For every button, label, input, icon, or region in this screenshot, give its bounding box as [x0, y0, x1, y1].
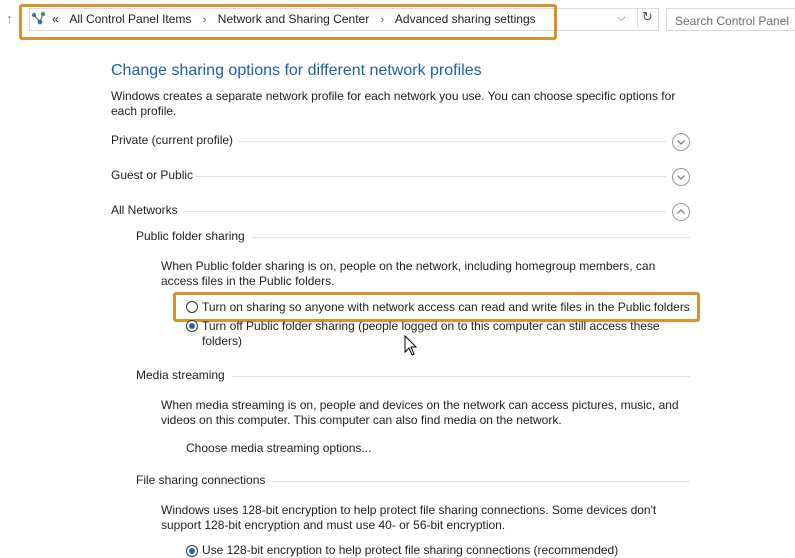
public-folder-heading: Public folder sharing: [136, 229, 245, 243]
divider: [252, 237, 690, 238]
chevron-down-icon[interactable]: ⌵: [617, 12, 626, 24]
file-sharing-desc: Windows uses 128-bit encryption to help protect file sharing connections. Some devices don't support 128-bit encryption and must use 40- or 56-bit encryption.: [161, 503, 657, 532]
chevron-up-icon: [673, 204, 689, 220]
encryption-128-label[interactable]: Use 128-bit encryption to help protect file sharing connections (recommended): [202, 543, 619, 557]
divider: [232, 376, 690, 377]
chevron-right-icon: ›: [380, 14, 385, 26]
chevron-right-icon: ›: [202, 14, 207, 26]
chevron-down-icon: [673, 169, 689, 185]
profile-private-label[interactable]: Private (current profile): [111, 133, 234, 147]
expand-private-button[interactable]: [672, 133, 690, 151]
divider: [271, 481, 690, 482]
file-sharing-heading: File sharing connections: [136, 473, 266, 487]
divider: [185, 211, 666, 212]
breadcrumb-all-control-panel-items[interactable]: All Control Panel Items: [69, 12, 192, 26]
breadcrumb-network-sharing-center[interactable]: Network and Sharing Center: [217, 12, 370, 26]
divider: [196, 176, 666, 177]
public-sharing-off-label[interactable]: Turn off Public folder sharing (people logged on to this computer can still access these folders): [202, 319, 660, 348]
breadcrumb-advanced-sharing-settings[interactable]: Advanced sharing settings: [394, 12, 536, 26]
chevron-down-icon: [673, 134, 689, 150]
public-folder-desc: When Public folder sharing is on, people on the network, including homegroup members, can access files in the Public folders.: [161, 259, 656, 288]
mouse-cursor: [404, 335, 418, 360]
divider: [238, 141, 666, 142]
public-sharing-on-radio[interactable]: [186, 301, 198, 313]
up-arrow-icon[interactable]: ↑: [6, 11, 13, 26]
collapse-all-networks-button[interactable]: [672, 203, 690, 221]
media-heading: Media streaming: [136, 368, 225, 382]
media-desc: When media streaming is on, people and devices on the network can access pictures, music, and videos on this computer. This computer can also find media on the network.: [161, 398, 679, 427]
profile-all-networks-label[interactable]: All Networks: [111, 203, 178, 217]
encryption-128-radio[interactable]: [186, 545, 198, 557]
expand-guest-button[interactable]: [672, 168, 690, 186]
public-sharing-off-radio[interactable]: [186, 320, 198, 332]
media-streaming-link[interactable]: Choose media streaming options...: [186, 441, 372, 455]
address-highlight: [19, 4, 557, 40]
breadcrumb-overflow[interactable]: «: [52, 12, 59, 26]
page-intro: Windows creates a separate network profile for each network you use. You can choose specific options for each profile.: [111, 89, 676, 118]
page-title: Change sharing options for different network profiles: [111, 62, 482, 79]
public-sharing-on-label[interactable]: Turn on sharing so anyone with network access can read and write files in the Public folders: [202, 300, 690, 314]
profile-guest-label[interactable]: Guest or Public: [111, 168, 194, 182]
search-input[interactable]: Search Control Panel: [666, 8, 795, 31]
refresh-icon[interactable]: ↻: [637, 9, 658, 27]
